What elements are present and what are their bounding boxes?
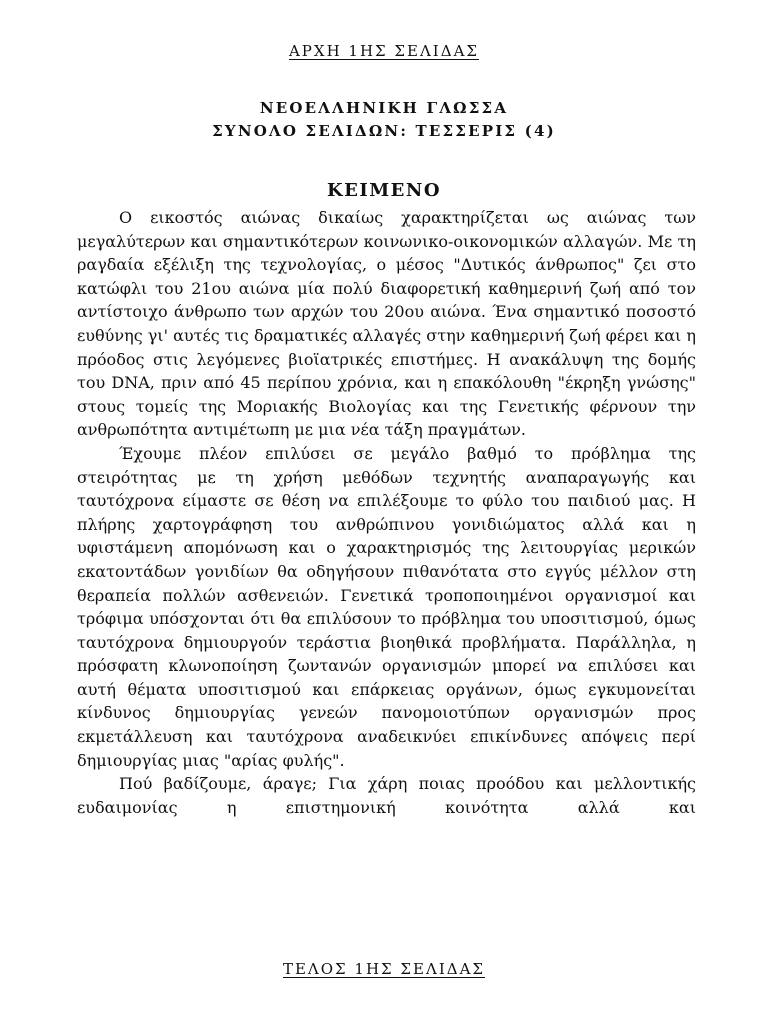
- page-end-marker: ΤΕΛΟΣ 1ΗΣ ΣΕΛΙΔΑΣ: [282, 960, 486, 978]
- page-start-marker: ΑΡΧΗ 1ΗΣ ΣΕΛΙΔΑΣ: [288, 42, 480, 60]
- total-pages-label: ΣΥΝΟΛΟ ΣΕΛΙΔΩΝ: ΤΕΣΣΕΡΙΣ (4): [212, 122, 556, 140]
- body-text: [77, 206, 696, 819]
- paragraph-2: Έχουμε πλέον επιλύσει σε μεγάλο βαθμό το πρόβλημα της στειρότητας με τη χρήση μεθόδων τεχνητής αναπαραγωγής και ταυτόχρονα είμαστε σε θέση να επιλέξουμε το φύλο του παιδιού μας. Η πλήρης χαρτογράφηση του ανθρώπινου γονιδιώματος αλλά και η υφιστάμενη απομόνωση και ο χαρακτηρισμός της λειτουργίας μερικών εκατοντάδων γονιδίων θα οδηγήσουν πιθανότατα στο εγγύς μέλλον στη θεραπεία πολλών ασθενειών. Γενετικά τροποποιημένοι οργανισμοί και τρόφιμα υπόσχονται ότι θα επιλύσουν το πρόβλημα του υποσιτισμού, όμως ταυτόχρονα δημιουργούν τεράστια βιοηθικά προβλήματα. Παράλληλα, η πρόσφατη κλωνοποίηση ζωντανών οργανισμών μπορεί να επιλύσει και αυτή θέματα υποσιτισμού και επάρκειας οργάνων, όμως εγκυμονείται κίνδυνος δημιουργίας γενεών πανομοιοτύπων οργανισμών προς εκμετάλλευση και ταυτόχρονα αναδεικνύει επικίνδυνες απόψεις περί δημιουργίας μιας "αρίας φυλής".: [77, 443, 696, 770]
- paragraph-3: Πού βαδίζουμε, άραγε; Για χάρη ποιας προόδου και μελλοντικής ευδαιμονίας η επιστημονική κοινότητα αλλά και: [77, 774, 696, 817]
- subject-title: ΝΕΟΕΛΛΗΝΙΚΗ ΓΛΩΣΣΑ: [259, 99, 509, 117]
- subject-block: [0, 97, 768, 143]
- section-title: ΚΕΙΜΕΝΟ: [326, 180, 442, 201]
- paragraph-1: Ο εικοστός αιώνας δικαίως χαρακτηρίζεται ως αιώνας των μεγαλύτερων και σημαντικότερων κοινωνικο-οικονομικών αλλαγών. Με τη ραγδαία εξέλιξη της τεχνολογίας, ο μέσος "Δυτικός άνθρωπος" ζει στο κατώφλι του 21ου αιώνα μία πολύ διαφορετική καθημερινή ζωή από τον αντίστοιχο άνθρωπο των αρχών του 20ου αιώνα. Ένα σημαντικό ποσοστό ευθύνης γι' αυτές τις δραματικές αλλαγές στην καθημερινή ζωή φέρει και η πρόοδος στις λεγόμενες βιοϊατρικές επιστήμες. Η ανακάλυψη της δομής του DNA, πριν από 45 περίπου χρόνια, και η επακόλουθη "έκρηξη γνώσης" στους τομείς της Μοριακής Βιολογίας και της Γενετικής φέρνουν την ανθρωπότητα αντιμέτωπη με μια νέα τάξη πραγμάτων.: [77, 208, 696, 440]
